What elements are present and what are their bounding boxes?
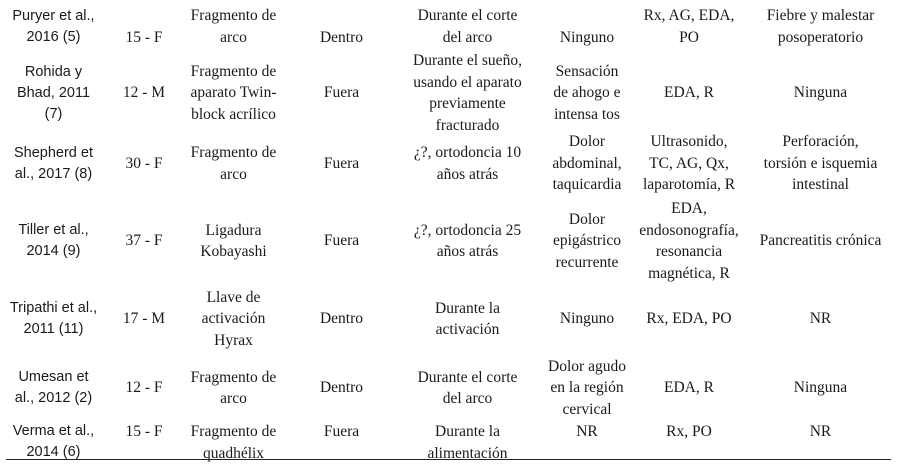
location-cell: Fuera xyxy=(323,423,360,440)
complications-cell: Ninguna xyxy=(793,379,848,397)
table-row xyxy=(0,0,899,50)
diagnosis-cell: Rx, AG, EDA, PO xyxy=(643,7,735,46)
reference-cell: Umesan et al., 2012 (2) xyxy=(14,369,93,406)
moment-cell: Durante el corte del arco xyxy=(417,7,518,46)
diagnosis-cell: EDA, R xyxy=(664,379,714,397)
complications-cell: Pancreatitis crónica xyxy=(759,232,882,250)
table-bottom-rule xyxy=(6,459,891,460)
complications-cell: NR xyxy=(809,423,832,440)
moment-cell: Durante la alimentación xyxy=(427,423,508,462)
diagnosis-cell: Ultrasonido, TC, AG, Qx, laparotomía, R xyxy=(642,133,736,194)
age-sex-cell: 15 - F xyxy=(125,28,163,46)
symptoms-cell: Dolor agudo en la región cervical xyxy=(548,357,626,418)
diagnosis-cell: EDA, R xyxy=(664,84,714,102)
diagnosis-cell: Rx, EDA, PO xyxy=(646,310,732,328)
location-cell: Fuera xyxy=(323,154,360,172)
moment-cell: Durante la activación xyxy=(435,299,500,338)
complications-cell: Fiebre y malestar posoperatorio xyxy=(766,7,875,46)
location-cell: Fuera xyxy=(323,84,360,102)
reference-cell: Puryer et al., 2016 (5) xyxy=(12,8,95,45)
diagnosis-cell: Rx, PO xyxy=(666,423,712,440)
table-row xyxy=(0,129,899,198)
moment-cell: ¿?, ortodoncia 10 años atrás xyxy=(413,144,522,183)
object-cell: Fragmento de arco xyxy=(190,368,277,407)
symptoms-cell: Ninguno xyxy=(559,310,615,328)
complications-cell: Ninguna xyxy=(793,84,848,102)
reference-cell: Tiller et al., 2014 (9) xyxy=(18,222,89,259)
object-cell: Fragmento de aparato Twin- block acrílico xyxy=(190,62,277,123)
age-sex-cell: 37 - F xyxy=(125,232,163,250)
table-row xyxy=(0,355,899,421)
object-cell: Ligadura Kobayashi xyxy=(200,221,267,260)
location-cell: Fuera xyxy=(323,232,360,250)
reference-cell: Tripathi et al., 2011 (11) xyxy=(9,300,98,337)
table-row xyxy=(0,198,899,283)
symptoms-cell: Ninguno xyxy=(559,28,615,46)
symptoms-cell: Sensación de ahogo e intensa tos xyxy=(553,62,621,123)
table-row xyxy=(0,50,899,134)
age-sex-cell: 17 - M xyxy=(122,310,166,328)
reference-cell: Shepherd et al., 2017 (8) xyxy=(13,144,93,182)
moment-cell: Durante el corte del arco xyxy=(417,368,518,407)
complications-cell: NR xyxy=(809,310,832,328)
object-cell: Llave de activación Hyrax xyxy=(201,288,266,349)
location-cell: Dentro xyxy=(319,28,364,46)
age-sex-cell: 30 - F xyxy=(125,154,163,172)
symptoms-cell: Dolor abdominal, taquicardia xyxy=(552,133,622,194)
age-sex-cell: 12 - M xyxy=(122,84,166,102)
location-cell: Dentro xyxy=(319,310,364,328)
table-row xyxy=(0,283,899,355)
symptoms-cell: Dolor epigástrico recurrente xyxy=(552,210,621,271)
object-cell: Fragmento de quadhélix xyxy=(190,423,277,462)
diagnosis-cell: EDA, endosonografía, resonancia magnética, R xyxy=(639,200,739,282)
object-cell: Fragmento de arco xyxy=(190,144,277,183)
complications-cell: Perforación, torsión e isquemia intestinal xyxy=(763,133,878,194)
reference-cell: Verma et al., 2014 (6) xyxy=(12,423,95,460)
table-row xyxy=(0,421,899,463)
symptoms-cell: NR xyxy=(576,423,598,440)
age-sex-cell: 15 - F xyxy=(125,423,163,440)
reference-cell: Rohida y Bhad, 2011 (7) xyxy=(16,63,91,122)
moment-cell: Durante el sueño, usando el aparato previamente fracturado xyxy=(413,52,522,134)
moment-cell: ¿?, ortodoncia 25 años atrás xyxy=(413,221,522,260)
age-sex-cell: 12 - F xyxy=(125,379,163,397)
location-cell: Dentro xyxy=(319,379,364,397)
object-cell: Fragmento de arco xyxy=(190,7,277,46)
